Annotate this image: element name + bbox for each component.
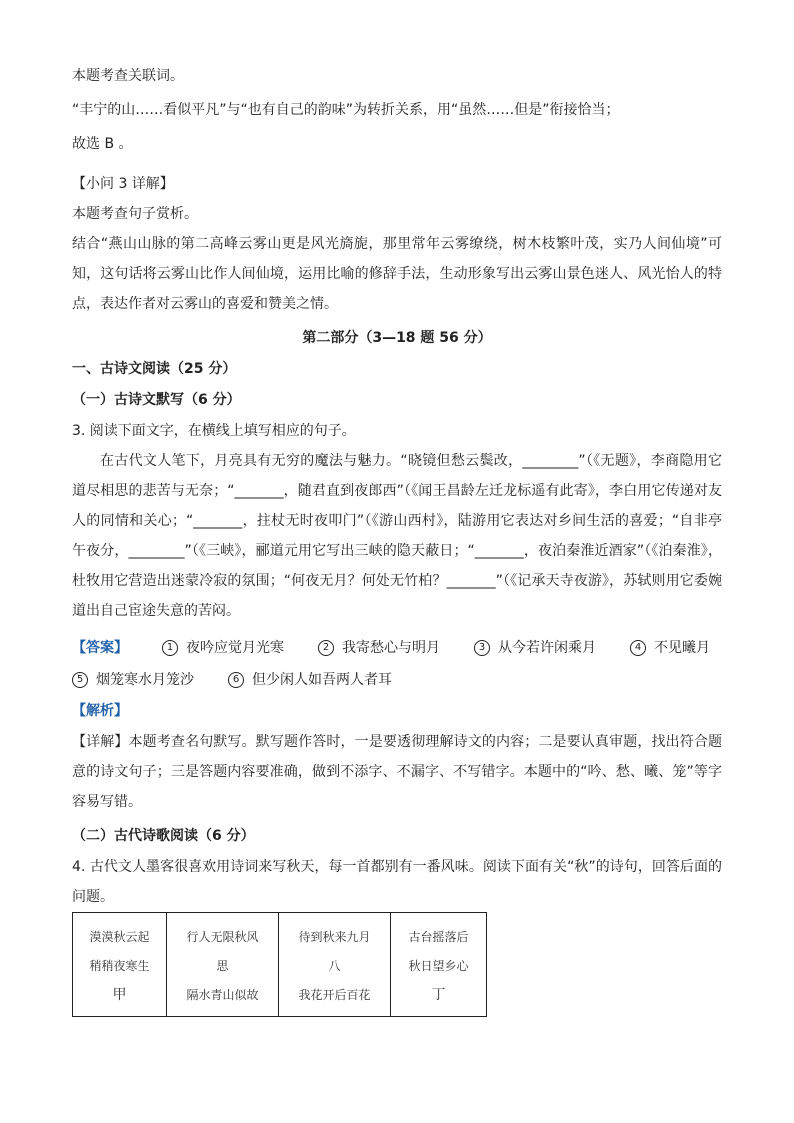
subsection-title-1: （一）古诗文默写（6 分） <box>72 392 241 408</box>
poem-cell-3 <box>279 913 391 1017</box>
q4-paragraph: 4. 古代文人墨客很喜欢用诗词来写秋天，每一首都别有一番风味。阅读下面有关“秋”的诗句，回答后面的问题。 <box>72 859 722 905</box>
s2-paragraph: 结合“燕山山脉的第二高峰云雾山更是风光旖旎，那里常年云雾缭绕，树木枝繁叶茂，实乃人间仙境”可知，这句话将云雾山比作人间仙境，运用比喻的修辞手法，生动形象写出云雾山景色迷人、风光怡人的特点，表达作者对云雾山的喜爱和赞美之情。 <box>72 236 722 312</box>
poem-line: 稍稍夜寒生 <box>89 959 150 973</box>
answer-item <box>228 670 392 690</box>
number-circle: 2 <box>318 640 334 656</box>
poem-line: 八 <box>328 959 341 973</box>
analysis-label: 【解析】 <box>72 703 128 719</box>
analysis-paragraph: 【详解】本题考查名句默写。默写题作答时，一是要透彻理解诗文的内容；二是要认真审题，找出符合题意的诗文句子；三是答题内容要准确，做到不添字、不漏字、不写错字。本题中的“吟、愁、曦、笼”等字容易写错。 <box>72 734 722 810</box>
answer-item <box>474 638 596 658</box>
poem-line: 待到秋来九月 <box>298 930 371 944</box>
answer-item <box>318 638 440 658</box>
answer-text: 从今若许闲乘月 <box>498 640 596 656</box>
poem-line: 行人无限秋风 <box>186 930 259 944</box>
answer-text: 夜吟应觉月光寒 <box>186 640 284 656</box>
subquestion-heading: 【小问 3 详解】 <box>72 176 174 192</box>
poem-line: 隔水青山似故 <box>186 988 259 1002</box>
poem-line: 古台摇落后 <box>408 930 469 944</box>
poem-line: 我花开后百花 <box>298 988 371 1002</box>
q3-paragraph: 在古代文人笔下，月亮具有无穷的魔法与魅力。“晓镜但愁云鬓改，________”（《无题》，李商隐用它道尽相思的悲苦与无奈；“_______，随君直到夜郎西”（《闻王昌龄左迁龙标遥有此寄》，李白用它传递对友人的同情和关心；“_______，拄杖无时夜叩门”（《游山西村》，陆游用它表达对乡间生活的喜爱；“自非亭午夜分，________”（《三峡》，郦道元用它写出三峡的隐天蔽日；“_______，夜泊秦淮近酒家”（《泊秦淮》，杜牧用它营造出迷蒙冷寂的氛围；“何夜无月？何处无竹柏？_______”（《记承天寺夜游》，苏轼则用它委婉道出自己宦途失意的苦闷。 <box>72 453 722 619</box>
s1-line3: 故选 B 。 <box>72 136 133 152</box>
answer-item <box>72 670 194 690</box>
number-circle: 4 <box>630 640 646 656</box>
answer-text: 烟笼寒水月笼沙 <box>96 672 194 688</box>
table-row <box>73 913 487 1017</box>
answer-label: 【答案】 <box>72 640 128 656</box>
poem-cell-1 <box>73 913 167 1017</box>
number-circle: 6 <box>228 672 244 688</box>
part-title: 第二部分（3—18 题 56 分） <box>302 330 492 346</box>
q3-prompt: 3. 阅读下面文字，在横线上填写相应的句子。 <box>72 423 356 439</box>
poem-line: 漠漠秋云起 <box>89 930 150 944</box>
number-circle: 1 <box>162 640 178 656</box>
section-title: 一、古诗文阅读（25 分） <box>72 361 237 377</box>
answer-row-2 <box>72 670 722 690</box>
s2-line1: 本题考查句子赏析。 <box>72 206 198 222</box>
number-circle: 5 <box>72 672 88 688</box>
poem-label: 甲 <box>112 987 127 1003</box>
poem-cell-2 <box>167 913 279 1017</box>
poem-line: 秋日望乡心 <box>408 959 469 973</box>
s1-line1: 本题考查关联词。 <box>72 68 184 84</box>
poem-label: 丁 <box>431 987 446 1003</box>
subsection-title-2: （二）古代诗歌阅读（6 分） <box>72 828 255 844</box>
answer-text: 但少闲人如吾两人者耳 <box>252 672 392 688</box>
answer-item <box>630 638 710 658</box>
poem-cell-4 <box>391 913 487 1017</box>
s1-line2: “丰宁的山……看似平凡”与“也有自己的韵味”为转折关系，用“虽然……但是”衔接恰当； <box>72 102 620 118</box>
poem-line: 思 <box>216 959 229 973</box>
poem-table <box>72 912 487 1017</box>
answer-text: 我寄愁心与明月 <box>342 640 440 656</box>
answer-text: 不见曦月 <box>654 640 710 656</box>
number-circle: 3 <box>474 640 490 656</box>
answer-item <box>162 638 284 658</box>
answer-row-1 <box>72 638 722 658</box>
